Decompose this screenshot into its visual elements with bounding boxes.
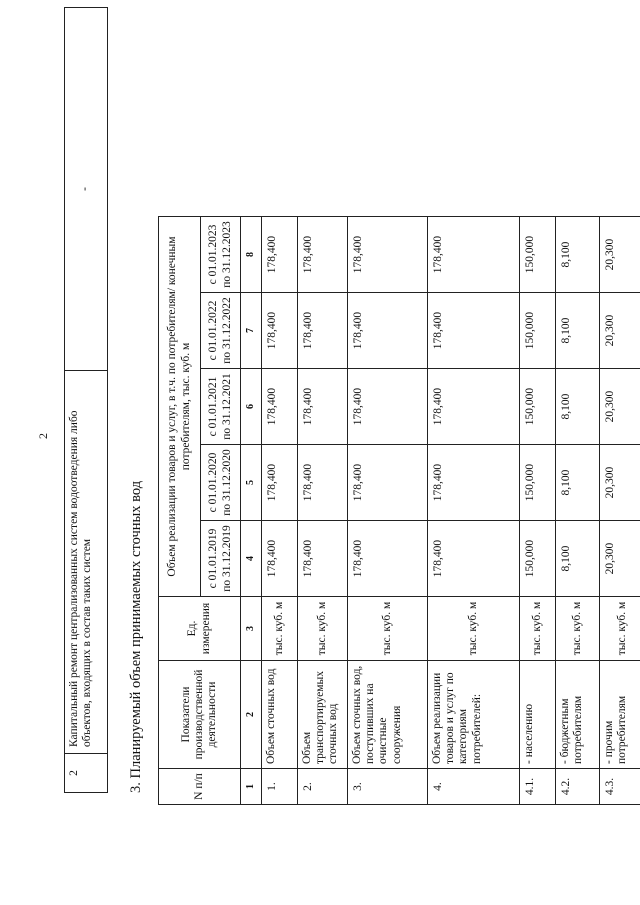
table-row <box>348 217 428 805</box>
row-indicator: - населению <box>520 661 556 769</box>
page-number: 2 <box>36 433 50 439</box>
row-value: 8,100 <box>556 293 600 369</box>
row-number: 4. <box>428 769 520 805</box>
row-number: 4.3. <box>600 769 640 805</box>
row-value: 150,000 <box>520 293 556 369</box>
row-value: 8,100 <box>556 445 600 521</box>
row-value: 178,400 <box>428 521 520 597</box>
row-value: 8,100 <box>556 217 600 293</box>
column-index: 4 <box>241 521 262 597</box>
row-unit: тыс. куб. м <box>262 597 298 661</box>
table-row <box>65 8 108 793</box>
column-index: 6 <box>241 369 262 445</box>
section-title: 3. Планируемый объем принимаемых сточных вод <box>128 480 144 793</box>
row-value: 178,400 <box>262 521 298 597</box>
row-value: 178,400 <box>428 217 520 293</box>
header-group: Объем реализации товаров и услуг, в т.ч. по потребителям/ конечным потребителям, тыс. куб. м <box>159 217 201 597</box>
row-value: 20,300 <box>600 445 640 521</box>
row-value: 178,400 <box>428 369 520 445</box>
row-value: 178,400 <box>262 445 298 521</box>
table-row <box>262 217 298 805</box>
row-value: 8,100 <box>556 521 600 597</box>
column-index: 1 <box>241 769 262 805</box>
row-number: 2 <box>65 754 108 793</box>
row-number: 4.2. <box>556 769 600 805</box>
row-unit: тыс. куб. м <box>600 597 640 661</box>
row-value: 178,400 <box>298 445 348 521</box>
row-indicator: - прочим потребителям <box>600 661 640 769</box>
row-value: 178,400 <box>348 293 428 369</box>
row-number: 2. <box>298 769 348 805</box>
header-unit: Ед. измерения <box>159 597 241 661</box>
row-value: 178,400 <box>428 445 520 521</box>
row-value: 150,000 <box>520 217 556 293</box>
row-unit: тыс. куб. м <box>520 597 556 661</box>
row-value: 178,400 <box>348 217 428 293</box>
row-indicator: Объем сточных вод, поступивших на очистные сооружения <box>348 661 428 769</box>
row-indicator: Объем сточных вод <box>262 661 298 769</box>
header-period: с 01.01.2023 по 31.12.2023 <box>201 217 241 293</box>
row-description: Капитальный ремонт централизованных систем водоотведения либо объектов, входящих в состав таких систем <box>65 371 108 754</box>
header-indicator: Показатели производственной деятельности <box>159 661 241 769</box>
header-row <box>159 217 201 805</box>
row-value: 178,400 <box>348 369 428 445</box>
column-index: 8 <box>241 217 262 293</box>
column-index: 7 <box>241 293 262 369</box>
row-indicator: Объем транспортируемых сточных вод <box>298 661 348 769</box>
row-number: 3. <box>348 769 428 805</box>
row-value: - <box>65 8 108 371</box>
row-number: 4.1. <box>520 769 556 805</box>
column-index: 5 <box>241 445 262 521</box>
table-row <box>428 217 520 805</box>
column-index: 2 <box>241 661 262 769</box>
planned-volume-table <box>158 216 640 805</box>
row-unit: тыс. куб. м <box>556 597 600 661</box>
header-period: с 01.01.2020 по 31.12.2020 <box>201 445 241 521</box>
row-value: 178,400 <box>262 369 298 445</box>
row-value: 178,400 <box>262 217 298 293</box>
row-indicator: - бюджетным потребителям <box>556 661 600 769</box>
row-value: 150,000 <box>520 521 556 597</box>
row-value: 178,400 <box>298 521 348 597</box>
row-value: 178,400 <box>428 293 520 369</box>
table-row <box>298 217 348 805</box>
column-index-row <box>241 217 262 805</box>
row-number: 1. <box>262 769 298 805</box>
row-value: 20,300 <box>600 217 640 293</box>
header-num: N п/п <box>159 769 241 805</box>
row-value: 150,000 <box>520 369 556 445</box>
row-value: 178,400 <box>262 293 298 369</box>
table-row <box>556 217 600 805</box>
row-value: 178,400 <box>348 521 428 597</box>
header-period: с 01.01.2019 по 31.12.2019 <box>201 521 241 597</box>
column-index: 3 <box>241 597 262 661</box>
header-period: с 01.01.2021 по 31.12.2021 <box>201 369 241 445</box>
table-body <box>262 217 640 805</box>
row-unit: тыс. куб. м <box>428 597 520 661</box>
header-period: с 01.01.2022 по 31.12.2022 <box>201 293 241 369</box>
row-value: 178,400 <box>298 293 348 369</box>
table-row <box>600 217 640 805</box>
table-row <box>520 217 556 805</box>
row-value: 150,000 <box>520 445 556 521</box>
row-indicator: Объем реализации товаров и услуг по категориям потребителей: <box>428 661 520 769</box>
row-value: 178,400 <box>298 369 348 445</box>
row-value: 178,400 <box>348 445 428 521</box>
row-value: 20,300 <box>600 369 640 445</box>
row-unit: тыс. куб. м <box>348 597 428 661</box>
row-value: 178,400 <box>298 217 348 293</box>
row-value: 20,300 <box>600 293 640 369</box>
capital-repair-table <box>64 7 108 793</box>
row-value: 20,300 <box>600 521 640 597</box>
row-value: 8,100 <box>556 369 600 445</box>
row-unit: тыс. куб. м <box>298 597 348 661</box>
